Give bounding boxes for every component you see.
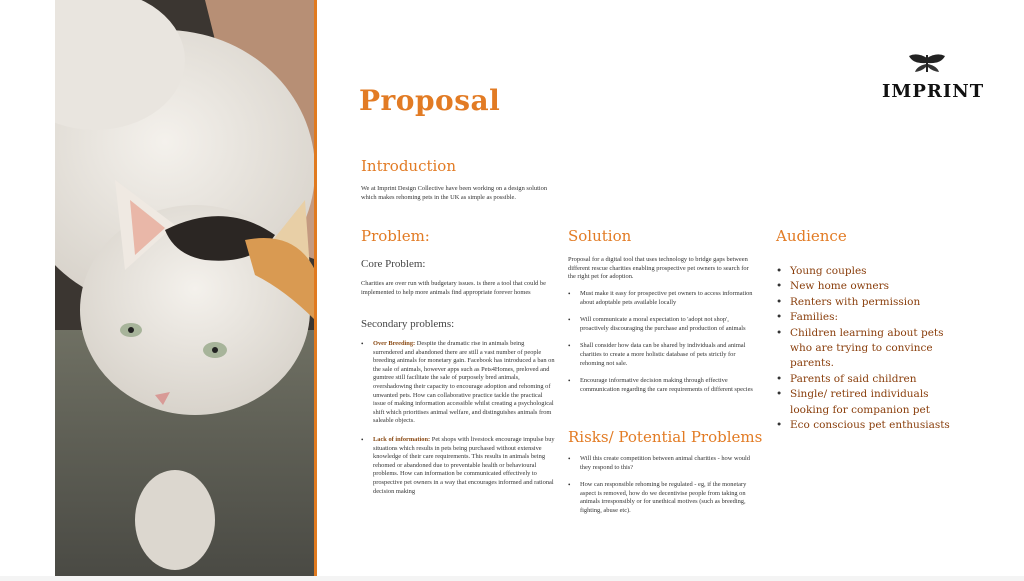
page-title: Proposal — [359, 84, 501, 117]
list-item: • Families: — [776, 310, 966, 325]
risks-heading: Risks/ Potential Problems — [568, 428, 763, 446]
list-item: • New home owners — [776, 279, 966, 294]
list-item-text: Despite the dramatic rise in animals being surrendered and abandoned there are still a vast number of people breeding animals for monetary gain. Facebook has introduced a ban on the sale of animals, however apps such as Pets4Homes, preloved and gumtree still facilitate the sale of purposely bred animals, overshadowing their capacity to encourage adoption and rehoming of unwanted pets. How can collaborative practice tackle the practical issue of making information accessible whilst creating a psychological shift which prioritises animal welfare, and distinguishes animals from saleable objects. — [373, 340, 555, 425]
core-problem-text: Charities are over run with budgetary issues. is there a tool that could be implemented to help more animals find appropriate forever homes — [361, 280, 546, 296]
introduction-heading: Introduction — [361, 157, 456, 175]
list-item: • Eco conscious pet enthusiasts — [776, 418, 966, 433]
audience-heading: Audience — [776, 227, 847, 245]
list-item: • Children learning about pets who are trying to convince parents. — [776, 326, 966, 372]
list-item: • Will this create competition between animal charities - how would they respond to this? — [568, 455, 758, 472]
imprint-logo — [882, 52, 985, 102]
problem-heading: Problem: — [361, 227, 430, 245]
list-item-text: Pet shops with livestock encourage impulse buy situations which results in pets being purchased without extensive knowledge of their care requirements. This results in animals being rehomed or abandoned due to preventable health or behavioural problems. How can information be communicated effectively to prospective pet owners in a way that encourages informed and rational decision making — [373, 435, 555, 495]
list-item — [361, 340, 556, 426]
list-item: • Renters with permission — [776, 295, 966, 310]
risks-list — [568, 455, 758, 525]
list-item: • Parents of said children — [776, 372, 966, 387]
list-item: • Encourage informative decision making through effective communication regarding the care requirements of different species — [568, 377, 758, 394]
list-item-label: Lack of information: — [373, 435, 431, 443]
introduction-text: We at Imprint Design Collective have been working on a design solution which makes rehoming pets in the UK as simple as possible. — [361, 185, 548, 201]
core-problem-heading: Core Problem: — [361, 258, 426, 270]
moth-icon — [907, 52, 947, 74]
list-item: • Must make it easy for prospective pet owners to access information about adoptable pets available locally — [568, 290, 758, 307]
secondary-problems-heading: Secondary problems: — [361, 318, 455, 330]
list-item: • Will communicate a moral expectation to 'adopt not shop', proactively discouraging the purchase and production of animals — [568, 316, 758, 333]
secondary-problems-list — [361, 340, 556, 505]
list-item-label: Over Breeding: — [373, 340, 416, 347]
solution-list — [568, 290, 758, 403]
solution-intro: Proposal for a digital tool that uses technology to bridge gaps between different rescue charities enabling prospective pet owners to search for the right pet for adoption. — [568, 256, 749, 281]
list-item: • How can responsible rehoming be regulated - eg, if the monetary aspect is removed, how do we decentivise people from taking on animals irresponsibly or for unethical motives (such as breeding, fighting, abuse etc). — [568, 481, 758, 515]
solution-heading: Solution — [568, 227, 632, 245]
audience-list — [776, 264, 966, 433]
list-item: • Single/ retired individuals looking for companion pet — [776, 387, 966, 418]
list-item: • Shall consider how data can be shared by individuals and animal charities to create a more holistic database of pets strictly for rehoming not sale. — [568, 342, 758, 368]
list-item — [361, 436, 556, 496]
logo-text: IMPRINT — [882, 81, 985, 102]
list-item: • Young couples — [776, 264, 966, 279]
